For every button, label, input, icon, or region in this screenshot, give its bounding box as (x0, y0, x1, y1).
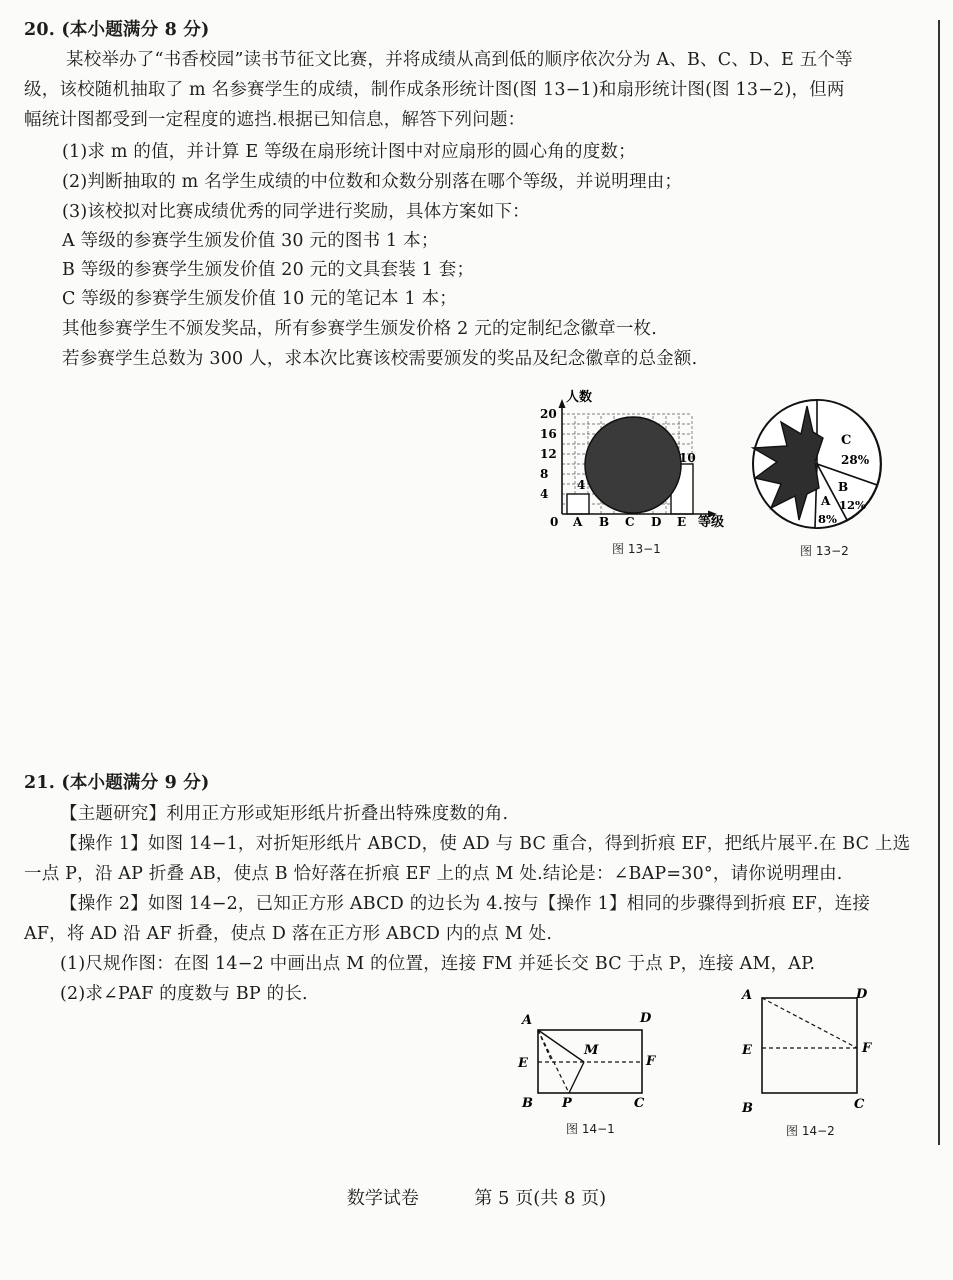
label-e: E (518, 1056, 528, 1071)
label-p: P (562, 1096, 572, 1111)
bar-chart-13-1 (540, 388, 740, 533)
slice-a-percent: 8% (818, 512, 837, 526)
x-axis-label: 等级 (698, 515, 725, 530)
segment-mp (569, 1062, 584, 1093)
occluding-circle (585, 417, 681, 513)
x-tick-label: A (573, 515, 583, 529)
label-a: A (742, 988, 753, 1003)
y-tick-label: 16 (540, 427, 557, 441)
y-tick-label: 20 (540, 407, 557, 421)
q20-total-question: 若参赛学生总数为 300 人，求本次比赛该校需要颁发的奖品及纪念徽章的总金额. (62, 349, 698, 369)
footer-subject: 数学试卷 (346, 1188, 419, 1209)
page-right-border (938, 20, 940, 1145)
origin-label: 0 (550, 515, 559, 529)
label-d: D (640, 1011, 652, 1026)
y-tick-label: 8 (540, 467, 549, 481)
bar-a (567, 494, 589, 514)
y-axis-arrow (559, 399, 566, 408)
fig-13-2-caption: 图 13−2 (800, 544, 849, 558)
q20-award-c: C 等级的参赛学生颁发价值 10 元的笔记本 1 本； (62, 289, 458, 309)
q20-award-other: 其他参赛学生不颁发奖品，所有参赛学生颁发价格 2 元的定制纪念徽章一枚. (62, 319, 658, 339)
label-f: F (646, 1054, 656, 1069)
y-axis-label: 人数 (566, 390, 593, 405)
fig-14-2-caption: 图 14−2 (786, 1124, 835, 1138)
q21-op2-line-1: 【操作 2】如图 14−2，已知正方形 ABCD 的边长为 4.按与【操作 1】相同的步骤得到折痕 EF，连接 (60, 894, 871, 914)
label-m: M (584, 1043, 599, 1058)
bar-a-value-label: 4 (577, 478, 586, 492)
slice-c-percent: 28% (841, 453, 870, 467)
q20-line-2: 级，该校随机抽取了 m 名参赛学生的成绩，制作成条形统计图(图 13−1)和扇形统计图(图 13−2)，但两 (24, 80, 845, 100)
label-f: F (862, 1041, 872, 1056)
page-footer (0, 1184, 953, 1210)
figure-14-2 (734, 982, 884, 1117)
figure-14-1 (512, 1002, 672, 1114)
label-b: B (742, 1101, 753, 1116)
slice-a-letter: A (821, 494, 831, 508)
q21-op1-line-1: 【操作 1】如图 14−1，对折矩形纸片 ABCD，使 AD 与 BC 重合，得到折痕 EF，把纸片展平.在 BC 上选 (60, 834, 911, 854)
q20-award-b: B 等级的参赛学生颁发价值 20 元的文具套装 1 套； (62, 260, 475, 280)
x-tick-label: C (625, 515, 635, 529)
x-tick-label: D (651, 515, 662, 529)
label-d: D (856, 987, 868, 1002)
q20-part-3: (3)该校拟对比赛成绩优秀的同学进行奖励，具体方案如下： (62, 202, 530, 222)
q21-topic: 【主题研究】利用正方形或矩形纸片折叠出特殊度数的角. (60, 804, 509, 824)
q20-line-1: 某校举办了“书香校园”读书节征文比赛，并将成绩从高到低的顺序依次分为 A、B、C、D、E 五个等 (66, 50, 853, 70)
q21-part-2: (2)求∠PAF 的度数与 BP 的长. (60, 984, 308, 1004)
label-b: B (522, 1096, 533, 1111)
x-tick-label: B (599, 515, 610, 529)
pie-chart-13-2 (745, 392, 890, 537)
x-tick-label: E (677, 515, 687, 529)
q20-award-a: A 等级的参赛学生颁发价值 30 元的图书 1 本； (62, 231, 439, 251)
q20-line-3: 幅统计图都受到一定程度的遮挡.根据已知信息，解答下列问题： (24, 110, 526, 130)
label-a: A (522, 1013, 533, 1028)
fold-line-af (762, 998, 857, 1048)
square-abcd (762, 998, 857, 1093)
q20-header: 20. (本小题满分 8 分) (24, 20, 210, 40)
q21-part-1: (1)尺规作图：在图 14−2 中画出点 M 的位置，连接 FM 并延长交 BC 于点 P，连接 AM，AP. (60, 954, 816, 974)
label-c: C (634, 1096, 645, 1111)
footer-page-number: 第 5 页(共 8 页) (474, 1188, 607, 1209)
q20-part-1: (1)求 m 的值，并计算 E 等级在扇形统计图中对应扇形的圆心角的度数； (62, 142, 636, 162)
label-c: C (854, 1097, 865, 1112)
fig-14-1-caption: 图 14−1 (566, 1122, 615, 1136)
fig-13-1-caption: 图 13−1 (612, 542, 661, 556)
label-e: E (742, 1043, 752, 1058)
q20-part-2: (2)判断抽取的 m 名学生成绩的中位数和众数分别落在哪个等级，并说明理由； (62, 172, 683, 192)
y-tick-label: 4 (540, 487, 549, 501)
slice-b-percent: 12% (839, 498, 866, 512)
slice-b-letter: B (838, 480, 849, 494)
y-tick-label: 12 (540, 447, 557, 461)
slice-c-letter: C (841, 433, 852, 448)
q21-op2-line-2: AF，将 AD 沿 AF 折叠，使点 D 落在正方形 ABCD 内的点 M 处. (24, 924, 553, 944)
q21-header: 21. (本小题满分 9 分) (24, 773, 210, 793)
q21-op1-line-2: 一点 P，沿 AP 折叠 AB，使点 B 恰好落在折痕 EF 上的点 M 处.结论是：∠BAP=30°，请你说明理由. (24, 864, 843, 884)
bar-e-value-label: 10 (679, 451, 696, 465)
